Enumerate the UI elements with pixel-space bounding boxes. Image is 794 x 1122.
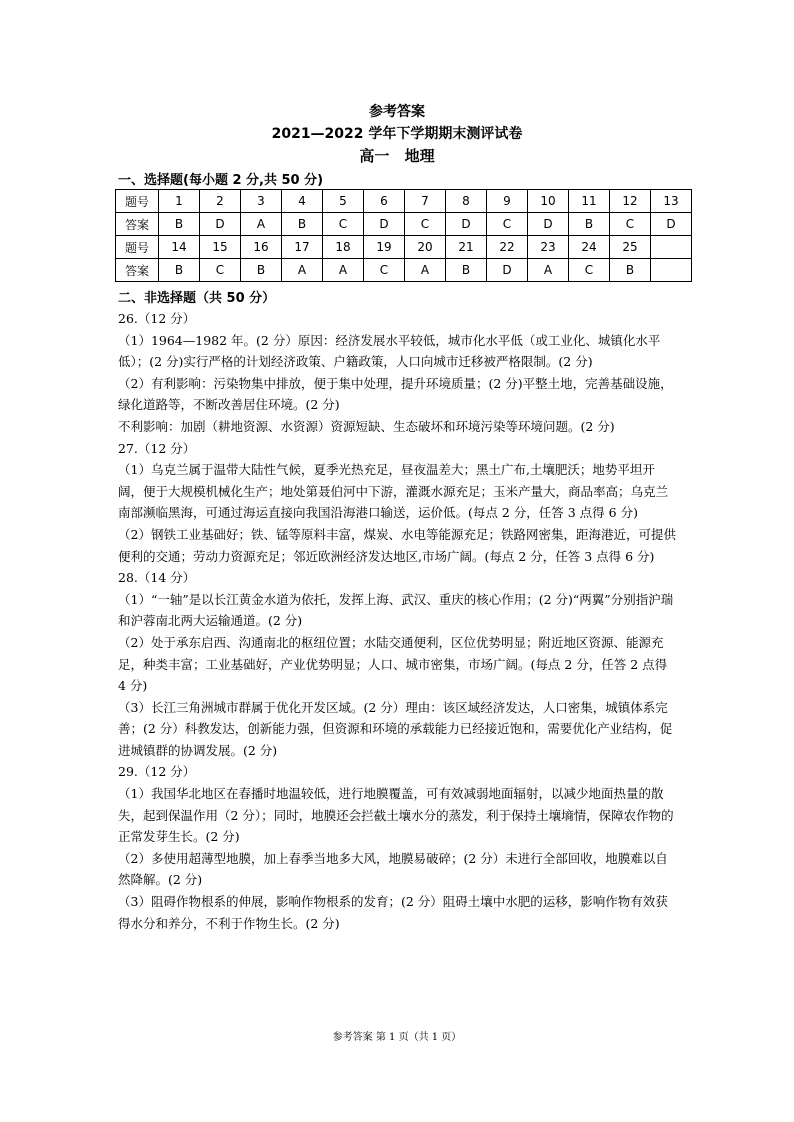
table-cell: 4 [282,190,323,213]
table-cell: 9 [487,190,528,213]
page-footer: 参考答案 第 1 页（共 1 页） [332,1032,462,1043]
table-cell: 19 [364,236,405,259]
answer-paragraph: （2）处于承东启西、沟通南北的枢纽位置；水陆交通便利，区位优势明显；附近地区资源、能源充足，种类丰富；工业基础好，产业优势明显；人口、城市密集，市场广阔。(每点 2 分，任答 2 点得 4 分) [118,634,668,694]
table-cell: 18 [323,236,364,259]
table-cell: B [610,259,651,282]
table-cell: C [323,213,364,236]
table-cell: 5 [323,190,364,213]
table-cell: D [364,213,405,236]
table-cell: 3 [241,190,282,213]
table-cell: B [569,213,610,236]
answer-paragraph: （3）长江三角洲城市群属于优化开发区域。(2 分）理由：该区域经济发达，人口密集，城镇体系完善；(2 分）科教发达，创新能力强，但资源和环境的承载能力已经接近饱和，需要优化产业结构，促进城镇群的协调发展。(2 分) [118,699,673,758]
table-cell: C [364,259,405,282]
table-cell: 2 [200,190,241,213]
table-row [116,259,692,282]
table-cell: 17 [282,236,323,259]
doc-grade-subject: 高一 地理 [359,147,435,165]
table-cell: B [159,213,200,236]
table-cell: 20 [405,236,446,259]
table-cell: 25 [610,236,651,259]
table-cell: A [323,259,364,282]
table-cell: 10 [528,190,569,213]
answer-paragraph: （1）“一轴”是以长江黄金水道为依托，发挥上海、武汉、重庆的核心作用；(2 分)“两翼”分别指沪瑞和沪蓉南北两大运输通道。(2 分) [118,591,674,629]
section-choice-title: 一、选择题(每小题 2 分,共 50 分) [118,173,324,188]
answer-paragraph: （3）阻碍作物根系的伸展，影响作物根系的发育；(2 分）阻碍土壤中水肥的运移，影响作物有效获得水分和养分，不利于作物生长。(2 分) [118,894,668,931]
table-cell: D [528,213,569,236]
table-cell: 6 [364,190,405,213]
table-cell: D [446,213,487,236]
table-cell: C [610,213,651,236]
answer-paragraph: 不利影响：加剧（耕地资源、水资源）资源短缺、生态破坏和环境污染等环境问题。(2 分) [118,418,615,434]
table-cell: D [487,259,528,282]
table-cell: C [487,213,528,236]
table-cell: 16 [241,236,282,259]
question-heading: 27.（12 分） [118,440,196,456]
table-cell: 23 [528,236,569,259]
table-cell [651,259,692,282]
question-heading: 28.（14 分） [118,570,196,586]
question-heading: 29.（12 分） [118,764,196,780]
table-cell: 1 [159,190,200,213]
table-cell: D [651,213,692,236]
table-cell: 11 [569,190,610,213]
answer-paragraph: （1）我国华北地区在春播时地温较低，进行地膜覆盖，可有效减弱地面辐射，以减少地面热量的散失，起到保温作用（2 分）；同时，地膜还会拦截土壤水分的蒸发，利于保持土壤墒情，保障农作物的正常发芽生长。(2 分) [118,786,674,845]
table-cell: B [446,259,487,282]
table-row [116,213,692,236]
table-cell: 8 [446,190,487,213]
table-row [116,236,692,259]
table-cell: D [200,213,241,236]
table-row [116,190,692,213]
table-cell: 22 [487,236,528,259]
table-cell: A [528,259,569,282]
table-cell: A [282,259,323,282]
answer-content [118,308,678,934]
table-cell: B [282,213,323,236]
table-cell: C [200,259,241,282]
table-cell: 答案 [116,213,159,236]
section-nonchoice-title: 二、非选择题（共 50 分） [118,291,276,306]
table-cell: 15 [200,236,241,259]
table-cell: 7 [405,190,446,213]
table-cell: 24 [569,236,610,259]
table-cell: A [405,259,446,282]
table-cell: 题号 [116,190,159,213]
question-heading: 26.（12 分） [118,311,196,326]
table-cell: 13 [651,190,692,213]
table-cell: 答案 [116,259,159,282]
answer-paragraph: （2）有利影响：污染物集中排放，便于集中处理，提升环境质量；(2 分)平整土地，完善基础设施，绿化道路等，不断改善居住环境。(2 分) [118,375,673,413]
table-cell: B [159,259,200,282]
table-cell: 12 [610,190,651,213]
table-cell: 14 [159,236,200,259]
answer-paragraph: （2）多使用超薄型地膜，加上春季当地多大风，地膜易破碎；(2 分）未进行全部回收，地膜难以自然降解。(2 分) [118,850,668,888]
table-cell: 题号 [116,236,159,259]
answer-table [115,189,692,282]
answer-paragraph: （2）钢铁工业基础好；铁、锰等原料丰富，煤炭、水电等能源充足；铁路网密集，距海港近，可提供便利的交通；劳动力资源充足；邻近欧洲经济发达地区,市场广阔。(每点 2 分，任答 3 点得 6 分) [118,526,676,564]
answer-paragraph: （1）乌克兰属于温带大陆性气候，夏季光热充足，昼夜温差大；黑土广布,土壤肥沃；地势平坦开阔，便于大规模机械化生产；地处第聂伯河中下游，灌溉水源充足；玉米产量大，商品率高；乌克兰南部濒临黑海，可通过海运直接向我国沿海港口输送，运价低。(每点 2 分，任答 3 点得 6 分) [118,462,669,521]
answer-paragraph: （1）1964—1982 年。(2 分）原因：经济发展水平较低，城市化水平低（或工业化、城镇化水平低）；(2 分)实行严格的计划经济政策、户籍政策，人口向城市迁移被严格限制。(2 分) [118,332,661,370]
table-cell: C [405,213,446,236]
doc-subtitle: 2021—2022 学年下学期期末测评试卷 [271,126,523,142]
table-cell: C [569,259,610,282]
doc-title: 参考答案 [369,104,425,120]
table-cell: B [241,259,282,282]
table-cell: 21 [446,236,487,259]
table-cell: A [241,213,282,236]
table-cell [651,236,692,259]
